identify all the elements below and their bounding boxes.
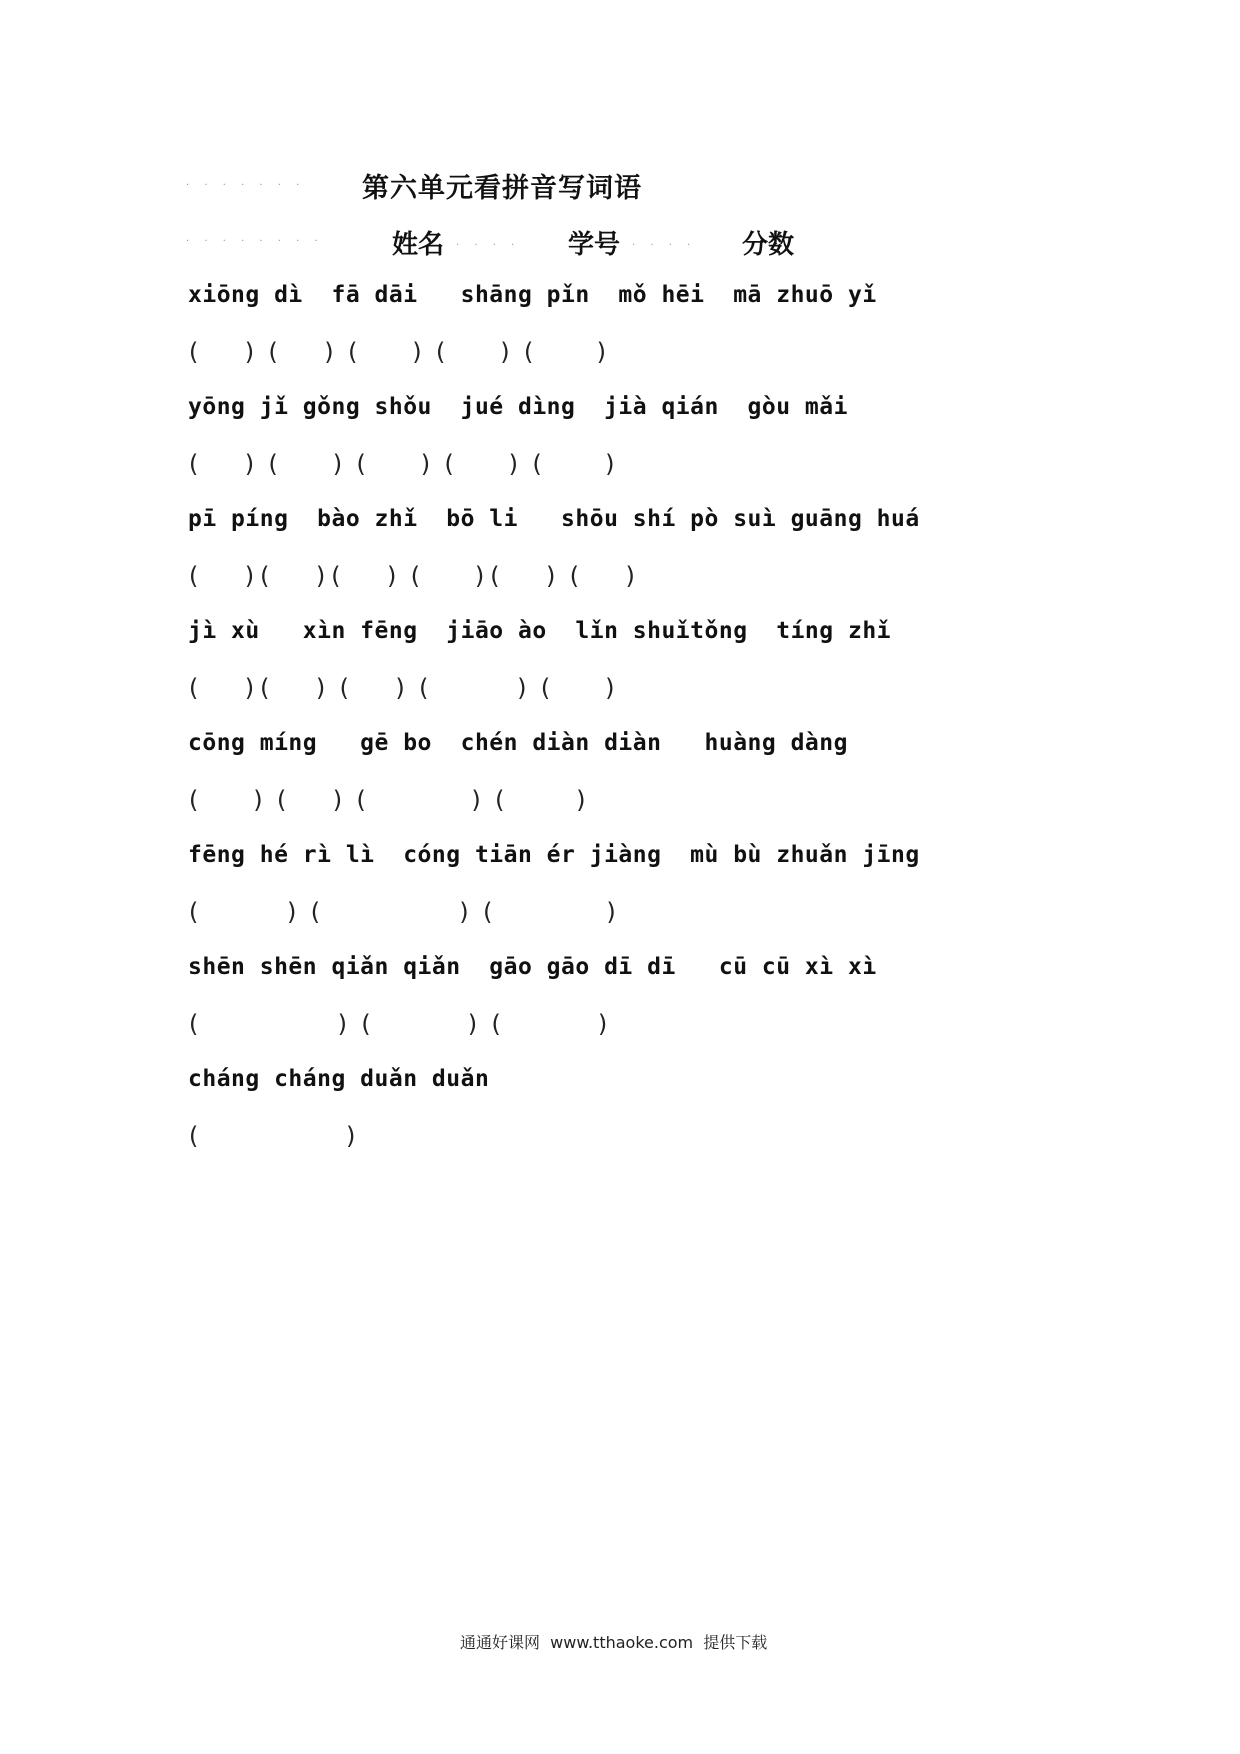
pinyin-row-6: fēng hé rì lì cóng tiān ér jiàng mù bù zhuǎn jīng bbox=[188, 842, 920, 868]
answer-blanks-row-2[interactable]: ( ) ( ) ( ) ( ) ( ) bbox=[186, 450, 618, 478]
title-leader-dots: · · · · · · · bbox=[186, 180, 306, 191]
page-title: 第六单元看拼音写词语 bbox=[362, 173, 642, 204]
answer-blanks-row-5[interactable]: ( ) ( ) ( ) ( ) bbox=[186, 786, 589, 814]
pinyin-row-1: xiōng dì fā dāi shāng pǐn mǒ hēi mā zhuō yǐ bbox=[188, 282, 877, 308]
pinyin-row-4: jì xù xìn fēng jiāo ào lǐn shuǐtǒng tíng zhǐ bbox=[188, 618, 892, 644]
id-field-dots: · · · · bbox=[632, 240, 697, 251]
header-leader-dots: · · · · · · · · bbox=[186, 236, 324, 247]
answer-blanks-row-6[interactable]: ( ) ( ) ( ) bbox=[186, 898, 619, 926]
score-label: 分数 bbox=[742, 230, 795, 260]
answer-blanks-row-3[interactable]: ( )( )( ) ( )( ) ( ) bbox=[186, 562, 638, 590]
pinyin-row-8: cháng cháng duǎn duǎn bbox=[188, 1066, 490, 1092]
answer-blanks-row-4[interactable]: ( )( ) ( ) ( ) ( ) bbox=[186, 674, 618, 702]
pinyin-row-7: shēn shēn qiǎn qiǎn gāo gāo dī dī cū cū xì xì bbox=[188, 954, 877, 980]
answer-blanks-row-7[interactable]: ( ) ( ) ( ) bbox=[186, 1010, 611, 1038]
pinyin-row-2: yōng jǐ gǒng shǒu jué dìng jià qián gòu mǎi bbox=[188, 394, 848, 420]
name-label: 姓名 bbox=[392, 230, 445, 260]
student-id-label: 学号 bbox=[568, 230, 621, 260]
name-field-dots: · · · · bbox=[456, 240, 521, 251]
pinyin-row-3: pī píng bào zhǐ bō li shōu shí pò suì guāng huá bbox=[188, 506, 920, 532]
pinyin-row-5: cōng míng gē bo chén diàn diàn huàng dàng bbox=[188, 730, 848, 756]
footer-source-note: 通通好课网 www.tthaoke.com 提供下载 bbox=[460, 1633, 768, 1652]
answer-blanks-row-1[interactable]: ( ) ( ) ( ) ( ) ( ) bbox=[186, 338, 609, 366]
answer-blanks-row-8[interactable]: ( ) bbox=[186, 1122, 359, 1150]
